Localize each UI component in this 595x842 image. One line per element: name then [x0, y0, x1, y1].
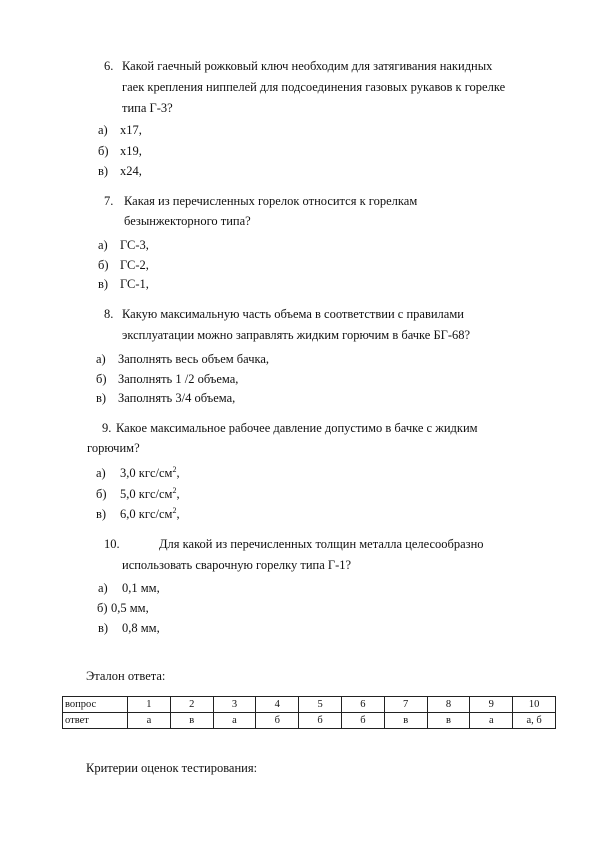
option-letter: в) [98, 621, 109, 635]
question-7-text-line-1: Какая из перечисленных горелок относится к горелкам [124, 194, 418, 208]
option-letter: б) [97, 601, 108, 615]
option-letter: б) [96, 487, 107, 501]
question-9-number: 9. [102, 421, 112, 435]
table-cell: а, б [513, 713, 556, 729]
option-text: ГС-2, [120, 258, 149, 272]
question-8-text-line-2: эксплуатации можно заправлять жидким горючим в бачке БГ-68? [122, 328, 471, 342]
option-value: 6,0 кгс/см [120, 507, 173, 521]
option-text: х19, [120, 144, 142, 158]
table-cell: в [384, 713, 427, 729]
question-8-text-line-1: Какую максимальную часть объема в соответствии с правилами [122, 307, 464, 321]
option-text: Заполнять весь объем бачка, [118, 352, 270, 366]
option-tail: , [176, 507, 180, 521]
option-letter: а) [96, 352, 106, 366]
table-cell: а [128, 713, 171, 729]
option-letter: в) [98, 164, 109, 178]
option-tail: , [176, 487, 180, 501]
option-text: Заполнять 3/4 объема, [118, 391, 236, 405]
table-cell: б [256, 713, 299, 729]
table-cell: 10 [513, 697, 556, 713]
criteria-title: Критерии оценок тестирования: [86, 761, 258, 775]
question-10-number: 10. [104, 537, 120, 551]
option-text: 0,1 мм, [122, 581, 160, 595]
option-letter: б) [98, 144, 109, 158]
answer-key-title: Эталон ответа: [86, 669, 166, 683]
option-text: ГС-1, [120, 277, 149, 291]
option-letter: а) [98, 123, 108, 137]
table-cell: а [213, 713, 256, 729]
table-row [63, 697, 556, 713]
option-value: 3,0 кгс/см [120, 466, 173, 480]
row-label: вопрос [63, 697, 128, 713]
option-letter: а) [98, 581, 108, 595]
table-cell: 8 [427, 697, 470, 713]
answer-key-table [62, 696, 556, 729]
option-text: х17, [120, 123, 142, 137]
option-text: х24, [120, 164, 142, 178]
question-7-number: 7. [104, 194, 114, 208]
option-text: Заполнять 1 /2 объема, [118, 372, 239, 386]
question-6-text-line-1: Какой гаечный рожковый ключ необходим для затягивания накидных [122, 59, 493, 73]
question-6-number: 6. [104, 59, 114, 73]
table-cell: 5 [299, 697, 342, 713]
option-text: ГС-3, [120, 238, 149, 252]
option-text [120, 506, 180, 522]
table-cell: 2 [170, 697, 213, 713]
question-8-number: 8. [104, 307, 114, 321]
table-cell: 4 [256, 697, 299, 713]
question-7-text-line-2: безынжекторного типа? [124, 214, 251, 228]
table-cell: а [470, 713, 513, 729]
question-6-text-line-3: типа Г-3? [122, 101, 173, 115]
table-cell: 1 [128, 697, 171, 713]
option-letter: в) [96, 507, 107, 521]
table-cell: 3 [213, 697, 256, 713]
table-cell: 6 [341, 697, 384, 713]
table-cell: 9 [470, 697, 513, 713]
question-9-text-line-1: Какое максимальное рабочее давление допустимо в бачке с жидким [116, 421, 478, 435]
option-letter: а) [98, 238, 108, 252]
table-cell: б [341, 713, 384, 729]
table-cell: 7 [384, 697, 427, 713]
question-6-text-line-2: гаек крепления ниппелей для подсоединения газовых рукавов к горелке [122, 80, 506, 94]
option-letter: а) [96, 466, 106, 480]
superscript: 2 [172, 485, 177, 495]
option-tail: , [176, 466, 180, 480]
option-text: 0,5 мм, [111, 601, 149, 615]
table-cell: б [299, 713, 342, 729]
table-cell: в [427, 713, 470, 729]
option-value: 5,0 кгс/см [120, 487, 173, 501]
option-letter: в) [96, 391, 107, 405]
option-text: 0,8 мм, [122, 621, 160, 635]
superscript: 2 [172, 505, 177, 515]
option-letter: в) [98, 277, 109, 291]
option-letter: б) [96, 372, 107, 386]
table-cell: в [170, 713, 213, 729]
question-9-text-line-2: горючим? [87, 441, 140, 455]
option-letter: б) [98, 258, 109, 272]
table-row [63, 713, 556, 729]
option-text [120, 486, 180, 502]
superscript: 2 [172, 464, 177, 474]
row-label: ответ [63, 713, 128, 729]
question-10-text-line-1: Для какой из перечисленных толщин металла целесообразно [159, 537, 484, 551]
option-text [120, 465, 180, 481]
question-10-text-line-2: использовать сварочную горелку типа Г-1? [122, 558, 352, 572]
